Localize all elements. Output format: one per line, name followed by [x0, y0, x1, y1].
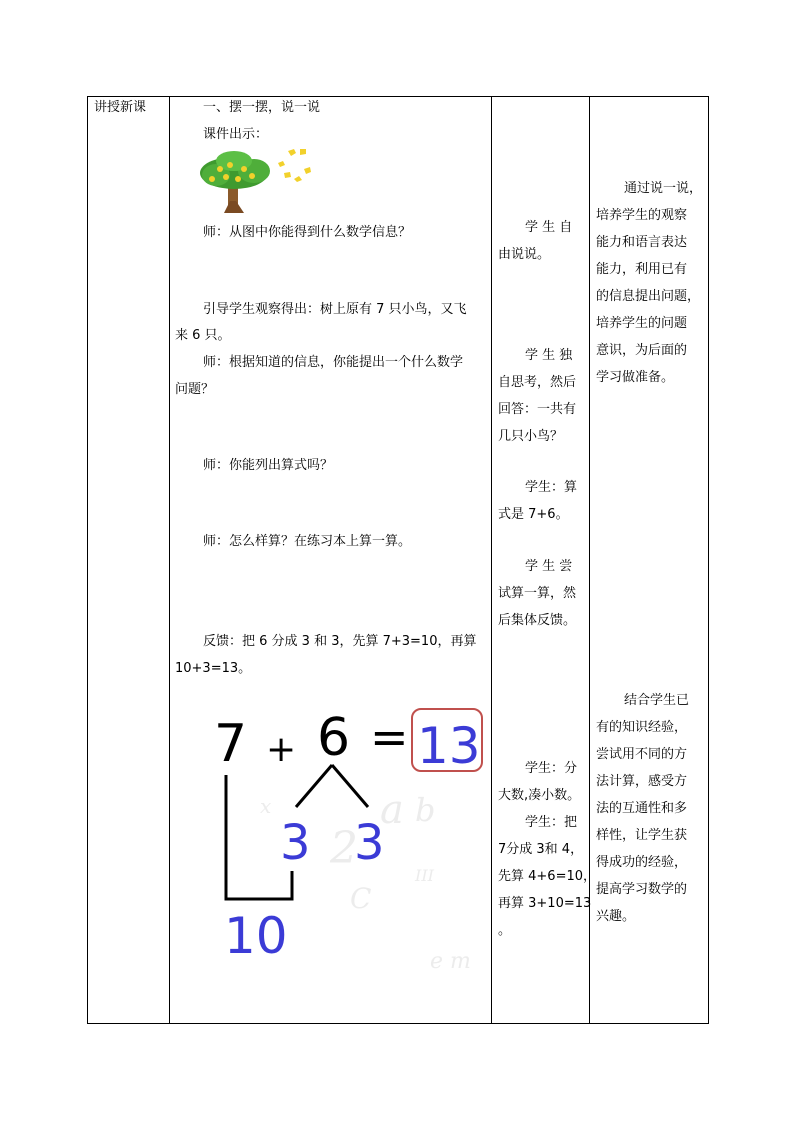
teacher-question-1: 师：从图中你能得到什么数学信息？	[203, 225, 412, 240]
addend-6: 6	[317, 708, 351, 768]
teacher-question-2-line1: 师：根据知道的信息，你能提出一个什么数学	[203, 355, 464, 370]
student-text: 学生：分	[525, 761, 578, 776]
split-part-left: 3	[280, 815, 311, 871]
split-part-right: 3	[354, 815, 385, 871]
plus-sign: +	[266, 729, 297, 770]
svg-text:III: III	[415, 866, 434, 885]
design-intent-text: 样性，让学生获	[596, 828, 688, 843]
observe-text-line2: 来 6 只。	[175, 328, 231, 343]
addition-diagram	[200, 703, 490, 977]
design-intent-text: 学习做准备。	[596, 370, 675, 385]
student-text: 后集体反馈。	[498, 613, 577, 628]
tree-with-birds-illustration	[200, 149, 330, 219]
student-text: 再算 3+10=13	[498, 896, 592, 911]
student-text: 。	[498, 923, 512, 938]
teacher-question-4: 师：怎么样算？在练习本上算一算。	[203, 534, 412, 549]
design-intent-text: 得成功的经验，	[596, 855, 688, 870]
svg-text:a: a	[380, 787, 404, 833]
teacher-question-2-line2: 问题？	[175, 382, 215, 397]
design-intent-text: 结合学生已	[624, 693, 690, 708]
design-intent-text: 通过说一说，	[624, 181, 703, 196]
student-text: 学 生 自	[525, 220, 573, 235]
student-text: 回答：一共有	[498, 402, 577, 417]
student-text: 先算 4+6=10，	[498, 869, 597, 884]
split-lines	[296, 765, 368, 807]
courseware-label: 课件出示：	[203, 127, 269, 142]
student-text: 试算一算，然	[498, 586, 577, 601]
student-text: 学生：把	[525, 815, 578, 830]
section-label-cell	[88, 97, 170, 1024]
design-intent-text: 兴趣。	[596, 909, 636, 924]
section-label: 讲授新课	[94, 100, 147, 115]
sum-10: 10	[224, 907, 288, 965]
teaching-process-cell	[170, 97, 492, 1024]
student-text: 由说说。	[498, 247, 551, 262]
design-intent-cell	[590, 97, 709, 1024]
student-text: 几只小鸟？	[498, 429, 564, 444]
design-intent-text: 提高学习数学的	[596, 882, 688, 897]
teacher-question-3: 师：你能列出算式吗？	[203, 458, 334, 473]
feedback-line2: 10+3=13。	[175, 661, 252, 676]
svg-text:e m: e m	[430, 949, 471, 974]
student-text: 大数,凑小数。	[498, 788, 581, 803]
student-activity-cell	[492, 97, 597, 1024]
svg-text:b: b	[415, 791, 436, 829]
design-intent-text: 培养学生的问题	[596, 316, 688, 331]
svg-text:C: C	[350, 882, 372, 915]
design-intent-text: 有的知识经验，	[596, 720, 688, 735]
svg-text:2: 2	[330, 823, 358, 874]
table-row	[88, 97, 709, 1024]
student-text: 学 生 独	[525, 348, 573, 363]
design-intent-text: 能力，利用已有	[596, 262, 688, 277]
design-intent-text: 的信息提出问题，	[596, 289, 701, 304]
student-text: 自思考，然后	[498, 375, 577, 390]
design-intent-text: 能力和语言表达	[596, 235, 688, 250]
design-intent-text: 法的互通性和多	[596, 801, 688, 816]
lesson-plan-table	[87, 96, 709, 1024]
design-intent-text: 尝试用不同的方	[596, 747, 688, 762]
activity-heading: 一、摆一摆，说一说	[203, 100, 321, 115]
svg-text:x: x	[260, 794, 272, 818]
design-intent-text: 意识，为后面的	[596, 343, 688, 358]
result-13: 13	[417, 717, 481, 775]
feedback-line1: 反馈：把 6 分成 3 和 3，先算 7+3=10，再算	[203, 634, 477, 649]
addend-7: 7	[214, 714, 248, 774]
student-text: 学 生 尝	[525, 559, 573, 574]
student-text: 学生：算	[525, 480, 578, 495]
equals-sign: =	[370, 710, 409, 764]
design-intent-text: 法计算，感受方	[596, 774, 688, 789]
design-intent-text: 培养学生的观察	[596, 208, 688, 223]
observe-text-line1: 引导学生观察得出：树上原有 7 只小鸟，又飞	[203, 302, 467, 317]
student-text: 7分成 3和 4，	[498, 842, 584, 857]
student-text: 式是 7+6。	[498, 507, 569, 522]
